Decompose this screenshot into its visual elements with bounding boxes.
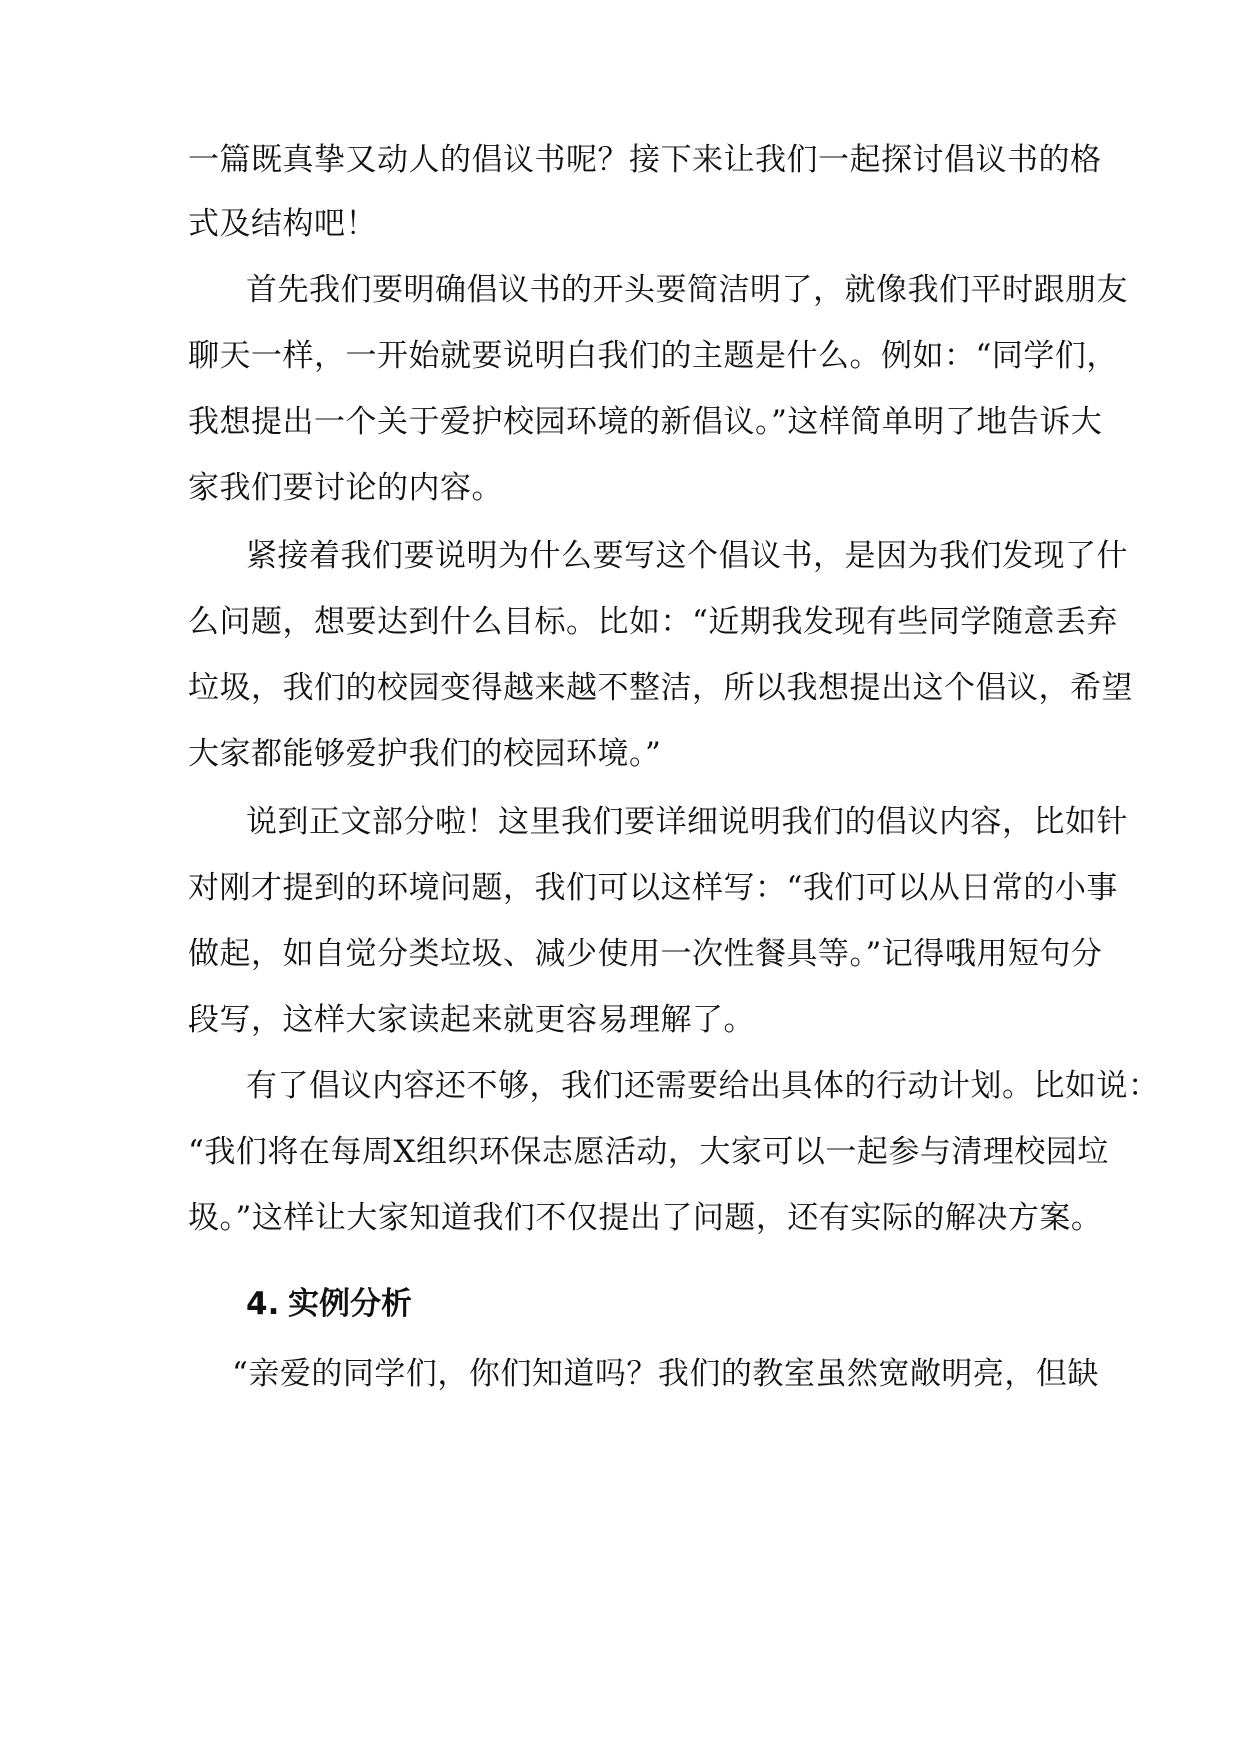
text-line: 我想提出一个关于爱护校园环境的新倡议。”这样简单明了地告诉大 — [188, 404, 1103, 440]
text-line: “亲爱的同学们，你们知道吗？我们的教室虽然宽敞明亮，但缺 — [232, 1356, 1099, 1392]
text-line: 圾。”这样让大家知道我们不仅提出了问题，还有实际的解决方案。 — [188, 1200, 1103, 1236]
text-line: 么问题，想要达到什么目标。比如：“近期我发现有些同学随意丢弃 — [188, 604, 1118, 640]
text-line: 大家都能够爱护我们的校园环境。” — [188, 736, 662, 772]
text-line: 做起，如自觉分类垃圾、减少使用一次性餐具等。”记得哦用短句分 — [188, 936, 1103, 972]
section-number: 4. — [246, 1286, 280, 1322]
paragraph-start-line: 首先我们要明确倡议书的开头要简洁明了，就像我们平时跟朋友 — [246, 272, 1128, 308]
section-heading — [246, 1284, 412, 1324]
text-line: 垃圾，我们的校园变得越来越不整洁，所以我想提出这个倡议，希望 — [188, 670, 1133, 706]
text-line: 聊天一样，一开始就要说明白我们的主题是什么。例如：“同学们， — [188, 338, 1118, 374]
paragraph-start-line: 说到正文部分啦！这里我们要详细说明我们的倡议内容，比如针 — [246, 804, 1128, 840]
text-line: 一篇既真挚又动人的倡议书呢？接下来让我们一起探讨倡议书的格 — [188, 142, 1102, 178]
paragraph-start-line: 有了倡议内容还不够，我们还需要给出具体的行动计划。比如说： — [246, 1068, 1160, 1104]
paragraph-start-line: 紧接着我们要说明为什么要写这个倡议书，是因为我们发现了什 — [246, 538, 1128, 574]
text-line: 段写，这样大家读起来就更容易理解了。 — [188, 1002, 755, 1038]
text-line: “我们将在每周X组织环保志愿活动，大家可以一起参与清理校园垃 — [188, 1134, 1109, 1170]
text-line: 式及结构吧！ — [188, 206, 377, 242]
text-line: 家我们要讨论的内容。 — [188, 470, 503, 506]
text-line: 对刚才提到的环境问题，我们可以这样写：“我们可以从日常的小事 — [188, 870, 1118, 906]
section-title: 实例分析 — [288, 1286, 412, 1322]
